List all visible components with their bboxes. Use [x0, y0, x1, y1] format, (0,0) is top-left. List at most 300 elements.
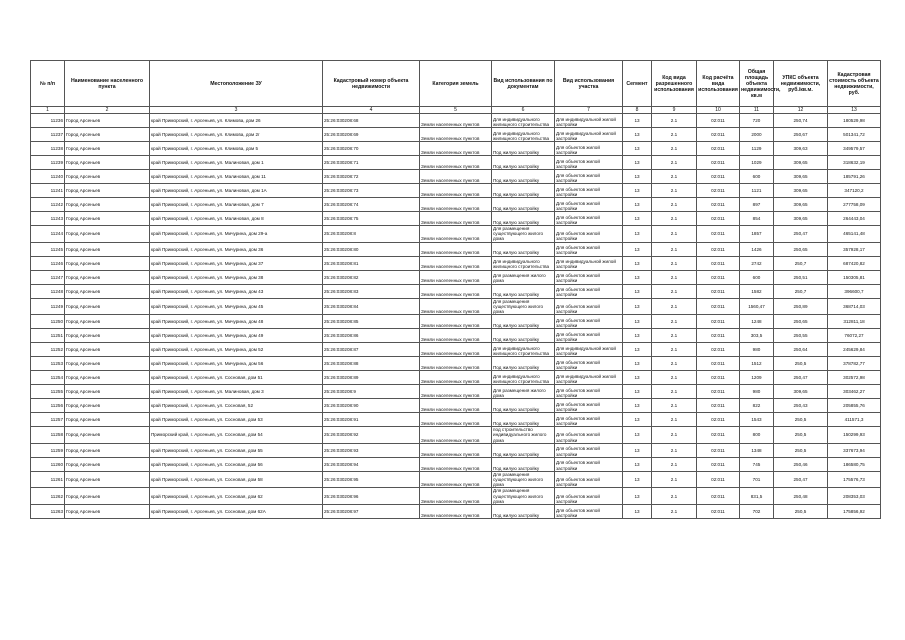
permitted-use-code-cell: 2.1 [652, 399, 697, 413]
upks-cell: 250,65 [774, 242, 828, 256]
permitted-use-code-cell: 2.1 [652, 170, 697, 184]
upks-cell: 250,48 [774, 488, 828, 505]
area-cell: 745 [740, 457, 774, 471]
row-number-cell: 11247 [31, 270, 65, 284]
land-category-cell: Земли населенных пунктов [420, 457, 492, 471]
column-number-5: 5 [420, 107, 492, 114]
cadastral-number-cell: 25:26:030208:88 [323, 357, 420, 371]
land-category-cell: Земли населенных пунктов [420, 343, 492, 357]
cadastral-value-cell: 245629,84 [828, 343, 881, 357]
upks-cell: 250,5 [774, 357, 828, 371]
upks-cell: 250,65 [774, 315, 828, 329]
upks-cell: 309,63 [774, 142, 828, 156]
column-number-7: 7 [555, 107, 623, 114]
row-number-cell: 11240 [31, 170, 65, 184]
permitted-use-code-cell: 2.1 [652, 114, 697, 128]
cadastral-value-cell: 186580,75 [828, 457, 881, 471]
use-by-documents-cell: Для индивидуального жилищного строительства [492, 371, 555, 385]
area-cell: 1248 [740, 315, 774, 329]
settlement-cell: Город Арсеньев [65, 385, 150, 399]
plot-use-cell: Для объектов жилой застройки [555, 329, 623, 343]
calc-use-code-cell: 02:011 [697, 128, 740, 142]
settlement-cell: Город Арсеньев [65, 128, 150, 142]
table-row [31, 198, 881, 212]
location-cell: край Приморский, г. Арсеньев, ул. Мичурина, дом 38 [150, 270, 323, 284]
settlement-cell: Город Арсеньев [65, 198, 150, 212]
column-header-2: Наименование населенного пункта [65, 61, 150, 107]
location-cell: край Приморский, г. Арсеньев, ул. Климова, дом 2г [150, 128, 323, 142]
use-by-documents-cell: Под жилую застройку [492, 357, 555, 371]
use-by-documents-cell: Под жилую застройку [492, 212, 555, 226]
row-number-cell: 11244 [31, 226, 65, 243]
area-cell: 1209 [740, 371, 774, 385]
location-cell: край Приморский, г. Арсеньев, ул. Сосновая, дом 51 [150, 371, 323, 385]
segment-cell: 13 [623, 343, 652, 357]
row-number-cell: 11251 [31, 329, 65, 343]
table-row [31, 170, 881, 184]
cadastral-value-cell: 302572,98 [828, 371, 881, 385]
row-number-cell: 11253 [31, 357, 65, 371]
column-number-row [31, 107, 881, 114]
cadastral-number-cell: 25:26:030208:68 [323, 114, 420, 128]
cadastral-value-cell: 175576,73 [828, 471, 881, 488]
plot-use-cell: Для объектов жилой застройки [555, 385, 623, 399]
settlement-cell: Город Арсеньев [65, 298, 150, 315]
column-number-9: 9 [652, 107, 697, 114]
cadastral-value-cell: 185791,26 [828, 170, 881, 184]
column-header-7: Вид использования участка [555, 61, 623, 107]
upks-cell: 250,43 [774, 399, 828, 413]
permitted-use-code-cell: 2.1 [652, 256, 697, 270]
cadastral-number-cell: 25:26:030208:85 [323, 315, 420, 329]
segment-cell: 13 [623, 270, 652, 284]
row-number-cell: 11258 [31, 427, 65, 444]
permitted-use-code-cell: 2.1 [652, 413, 697, 427]
settlement-cell: Город Арсеньев [65, 357, 150, 371]
calc-use-code-cell: 02:011 [697, 114, 740, 128]
table-row [31, 114, 881, 128]
use-by-documents-cell: Под жилую застройку [492, 170, 555, 184]
permitted-use-code-cell: 2.1 [652, 226, 697, 243]
land-category-cell: Земли населенных пунктов [420, 329, 492, 343]
calc-use-code-cell: 02:011 [697, 315, 740, 329]
column-number-3: 3 [150, 107, 323, 114]
use-by-documents-cell: Для размещения жилого дома [492, 385, 555, 399]
table-row [31, 256, 881, 270]
area-cell: 822 [740, 399, 774, 413]
column-number-6: 6 [492, 107, 555, 114]
table-row [31, 284, 881, 298]
area-cell: 980 [740, 343, 774, 357]
land-category-cell: Земли населенных пунктов [420, 357, 492, 371]
location-cell: край Приморский, г. Арсеньев, ул. Сосновая, 52 [150, 399, 323, 413]
permitted-use-code-cell: 2.1 [652, 357, 697, 371]
cadastral-number-cell: 25:26:030208:83 [323, 284, 420, 298]
upks-cell: 309,65 [774, 198, 828, 212]
column-header-3: Местоположение ЗУ [150, 61, 323, 107]
calc-use-code-cell: 02:011 [697, 385, 740, 399]
area-cell: 702 [740, 505, 774, 519]
row-number-cell: 11249 [31, 298, 65, 315]
plot-use-cell: Для индивидуальной жилой застройки [555, 128, 623, 142]
table-row [31, 212, 881, 226]
cadastral-number-cell: 25:26:030208:86 [323, 329, 420, 343]
calc-use-code-cell: 02:011 [697, 170, 740, 184]
plot-use-cell: Для объектов жилой застройки [555, 142, 623, 156]
settlement-cell: Город Арсеньев [65, 226, 150, 243]
settlement-cell: Город Арсеньев [65, 114, 150, 128]
row-number-cell: 11262 [31, 488, 65, 505]
permitted-use-code-cell: 2.1 [652, 427, 697, 444]
column-number-13: 13 [828, 107, 881, 114]
cadastral-number-cell: 25:26:030208:92 [323, 427, 420, 444]
column-number-12: 12 [774, 107, 828, 114]
calc-use-code-cell: 02:011 [697, 142, 740, 156]
upks-cell: 250,64 [774, 343, 828, 357]
row-number-cell: 11248 [31, 284, 65, 298]
cadastral-number-cell: 25:26:030208:93 [323, 443, 420, 457]
table-row [31, 357, 881, 371]
settlement-cell: Город Арсеньев [65, 184, 150, 198]
use-by-documents-cell: Для размещения существующего жилого дома [492, 298, 555, 315]
plot-use-cell: Для объектов жилой застройки [555, 413, 623, 427]
area-cell: 1029 [740, 156, 774, 170]
segment-cell: 13 [623, 357, 652, 371]
cadastral-number-cell: 25:26:030208:8 [323, 226, 420, 243]
column-header-5: Категория земель [420, 61, 492, 107]
plot-use-cell: Для объектов жилой застройки [555, 170, 623, 184]
calc-use-code-cell: 02:011 [697, 270, 740, 284]
land-category-cell: Земли населенных пунктов [420, 114, 492, 128]
area-cell: 1560,47 [740, 298, 774, 315]
permitted-use-code-cell: 2.1 [652, 184, 697, 198]
land-category-cell: Земли населенных пунктов [420, 315, 492, 329]
segment-cell: 13 [623, 505, 652, 519]
plot-use-cell: Для объектов жилой застройки [555, 488, 623, 505]
table-row [31, 128, 881, 142]
permitted-use-code-cell: 2.1 [652, 298, 697, 315]
cadastral-value-table-sheet [30, 60, 880, 519]
cadastral-number-cell: 25:26:030208:81 [323, 256, 420, 270]
segment-cell: 13 [623, 170, 652, 184]
settlement-cell: Город Арсеньев [65, 315, 150, 329]
plot-use-cell: Для индивидуальной жилой застройки [555, 114, 623, 128]
table-row [31, 142, 881, 156]
location-cell: край Приморский, г. Арсеньев, ул. Климова, дом 5 [150, 142, 323, 156]
location-cell: край Приморский, г. Арсеньев, ул. Мичурина, дом 52 [150, 343, 323, 357]
upks-cell: 250,5 [774, 413, 828, 427]
column-header-8: Сегмент [623, 61, 652, 107]
segment-cell: 13 [623, 457, 652, 471]
cadastral-value-cell: 411571,3 [828, 413, 881, 427]
segment-cell: 13 [623, 329, 652, 343]
location-cell: край Приморский, г. Арсеньев, ул. Мичурина, дом 49 [150, 329, 323, 343]
segment-cell: 13 [623, 427, 652, 444]
segment-cell: 13 [623, 443, 652, 457]
use-by-documents-cell: Для индивидуального жилищного строительства [492, 256, 555, 270]
cadastral-value-cell: 180529,98 [828, 114, 881, 128]
segment-cell: 13 [623, 385, 652, 399]
cadastral-value-cell: 378782,77 [828, 357, 881, 371]
cadastral-value-cell: 150299,93 [828, 427, 881, 444]
permitted-use-code-cell: 2.1 [652, 198, 697, 212]
row-number-cell: 11241 [31, 184, 65, 198]
cadastral-value-cell: 357928,17 [828, 242, 881, 256]
permitted-use-code-cell: 2.1 [652, 505, 697, 519]
table-row [31, 443, 881, 457]
plot-use-cell: Для объектов жилой застройки [555, 270, 623, 284]
calc-use-code-cell: 02:011 [697, 343, 740, 357]
location-cell: край Приморский, г. Арсеньев, ул. Сосновая, дом 62А [150, 505, 323, 519]
row-number-cell: 11237 [31, 128, 65, 142]
calc-use-code-cell: 02:011 [697, 371, 740, 385]
column-header-1: № п/п [31, 61, 65, 107]
column-header-12: УПКС объекта недвижимости, руб./кв.м. [774, 61, 828, 107]
plot-use-cell: Для индивидуальной жилой застройки [555, 371, 623, 385]
row-number-cell: 11259 [31, 443, 65, 457]
location-cell: край Приморский, г. Арсеньев, ул. Сосновая, дом 62 [150, 488, 323, 505]
upks-cell: 250,74 [774, 114, 828, 128]
cadastral-value-cell: 687420,82 [828, 256, 881, 270]
settlement-cell: Город Арсеньев [65, 284, 150, 298]
column-number-1: 1 [31, 107, 65, 114]
location-cell: край Приморский, г. Арсеньев, ул. Малиновая, дом 8 [150, 212, 323, 226]
segment-cell: 13 [623, 142, 652, 156]
cadastral-number-cell: 25:26:030208:80 [323, 242, 420, 256]
cadastral-number-cell: 25:26:030208:97 [323, 505, 420, 519]
location-cell: край Приморский, г. Арсеньев, ул. Климова, дом 26 [150, 114, 323, 128]
land-category-cell: Земли населенных пунктов [420, 212, 492, 226]
permitted-use-code-cell: 2.1 [652, 457, 697, 471]
segment-cell: 13 [623, 298, 652, 315]
column-header-11: Общая площадь объекта недвижимости, кв.м [740, 61, 774, 107]
land-category-cell: Земли населенных пунктов [420, 443, 492, 457]
plot-use-cell: Для объектов жилой застройки [555, 284, 623, 298]
settlement-cell: Город Арсеньев [65, 505, 150, 519]
plot-use-cell: Для индивидуальной жилой застройки [555, 343, 623, 357]
land-category-cell: Земли населенных пунктов [420, 270, 492, 284]
row-number-cell: 11255 [31, 385, 65, 399]
calc-use-code-cell: 02:011 [697, 212, 740, 226]
area-cell: 1857 [740, 226, 774, 243]
cadastral-value-table [30, 60, 881, 519]
plot-use-cell: Для объектов жилой застройки [555, 505, 623, 519]
upks-cell: 250,5 [774, 505, 828, 519]
settlement-cell: Город Арсеньев [65, 399, 150, 413]
row-number-cell: 11239 [31, 156, 65, 170]
settlement-cell: Город Арсеньев [65, 212, 150, 226]
cadastral-value-cell: 150305,81 [828, 270, 881, 284]
settlement-cell: Город Арсеньев [65, 242, 150, 256]
table-row [31, 505, 881, 519]
land-category-cell: Земли населенных пунктов [420, 156, 492, 170]
use-by-documents-cell: Под жилую застройку [492, 399, 555, 413]
land-category-cell: Земли населенных пунктов [420, 371, 492, 385]
cadastral-number-cell: 25:26:030208:9 [323, 385, 420, 399]
use-by-documents-cell: Под жилую застройку [492, 284, 555, 298]
use-by-documents-cell: Под жилую застройку [492, 505, 555, 519]
location-cell: край Приморский, г. Арсеньев, ул. Мичурина, дом 45 [150, 298, 323, 315]
table-row [31, 427, 881, 444]
area-cell: 303,5 [740, 329, 774, 343]
settlement-cell: Город Арсеньев [65, 270, 150, 284]
cadastral-number-cell: 25:26:030208:94 [323, 457, 420, 471]
permitted-use-code-cell: 2.1 [652, 142, 697, 156]
land-category-cell: Земли населенных пунктов [420, 284, 492, 298]
area-cell: 854 [740, 212, 774, 226]
settlement-cell: Город Арсеньев [65, 457, 150, 471]
cadastral-value-cell: 347120,2 [828, 184, 881, 198]
upks-cell: 250,89 [774, 298, 828, 315]
cadastral-number-cell: 25:26:030208:72 [323, 170, 420, 184]
table-row [31, 371, 881, 385]
use-by-documents-cell: Для размещения существующего жилого дома [492, 226, 555, 243]
cadastral-number-cell: 25:26:030208:96 [323, 488, 420, 505]
row-number-cell: 11261 [31, 471, 65, 488]
plot-use-cell: Для объектов жилой застройки [555, 399, 623, 413]
settlement-cell: Город Арсеньев [65, 371, 150, 385]
use-by-documents-cell: Под жилую застройку [492, 413, 555, 427]
upks-cell: 250,5 [774, 443, 828, 457]
plot-use-cell: Для индивидуальной жилой застройки [555, 256, 623, 270]
segment-cell: 13 [623, 315, 652, 329]
location-cell: край Приморский, г. Арсеньев, ул. Малиновая, дом 11 [150, 170, 323, 184]
column-number-2: 2 [65, 107, 150, 114]
cadastral-number-cell: 25:26:030208:95 [323, 471, 420, 488]
plot-use-cell: Для объектов жилой застройки [555, 226, 623, 243]
upks-cell: 250,46 [774, 457, 828, 471]
location-cell: Приморский край, г. Арсеньев, ул. Сосновая, дом 54 [150, 427, 323, 444]
calc-use-code-cell: 02:011 [697, 471, 740, 488]
calc-use-code-cell: 02:011 [697, 413, 740, 427]
table-row [31, 488, 881, 505]
segment-cell: 13 [623, 256, 652, 270]
use-by-documents-cell: Под жилую застройку [492, 142, 555, 156]
land-category-cell: Земли населенных пунктов [420, 142, 492, 156]
use-by-documents-cell: Для размещения существующего жилого дома [492, 488, 555, 505]
area-cell: 701 [740, 471, 774, 488]
segment-cell: 13 [623, 413, 652, 427]
segment-cell: 13 [623, 198, 652, 212]
calc-use-code-cell: 02:011 [697, 184, 740, 198]
table-row [31, 385, 881, 399]
column-number-11: 11 [740, 107, 774, 114]
upks-cell: 250,47 [774, 471, 828, 488]
upks-cell: 250,7 [774, 256, 828, 270]
upks-cell: 309,65 [774, 212, 828, 226]
segment-cell: 13 [623, 128, 652, 142]
column-number-10: 10 [697, 107, 740, 114]
location-cell: край Приморский, г. Арсеньев, ул. Мичурина, дом 43 [150, 284, 323, 298]
location-cell: край Приморский, г. Арсеньев, ул. Мичурина, дом 29-а [150, 226, 323, 243]
area-cell: 1121 [740, 184, 774, 198]
row-number-cell: 11250 [31, 315, 65, 329]
settlement-cell: Город Арсеньев [65, 488, 150, 505]
permitted-use-code-cell: 2.1 [652, 128, 697, 142]
table-row [31, 184, 881, 198]
row-number-cell: 11246 [31, 256, 65, 270]
upks-cell: 250,47 [774, 371, 828, 385]
table-row [31, 315, 881, 329]
plot-use-cell: Для объектов жилой застройки [555, 443, 623, 457]
upks-cell: 309,65 [774, 385, 828, 399]
row-number-cell: 11252 [31, 343, 65, 357]
permitted-use-code-cell: 2.1 [652, 156, 697, 170]
settlement-cell: Город Арсеньев [65, 170, 150, 184]
area-cell: 600 [740, 170, 774, 184]
calc-use-code-cell: 02:011 [697, 242, 740, 256]
cadastral-value-cell: 175856,92 [828, 505, 881, 519]
column-header-13: Кадастровая стоимость объекта недвижимости, руб. [828, 61, 881, 107]
column-header-4: Кадастровый номер объекта недвижимости [323, 61, 420, 107]
land-category-cell: Земли населенных пунктов [420, 226, 492, 243]
upks-cell: 250,51 [774, 270, 828, 284]
use-by-documents-cell: под строительство индивидуального жилого дома [492, 427, 555, 444]
permitted-use-code-cell: 2.1 [652, 284, 697, 298]
use-by-documents-cell: Под жилую застройку [492, 315, 555, 329]
settlement-cell: Город Арсеньев [65, 329, 150, 343]
permitted-use-code-cell: 2.1 [652, 270, 697, 284]
plot-use-cell: Для объектов жилой застройки [555, 298, 623, 315]
calc-use-code-cell: 02:011 [697, 198, 740, 212]
calc-use-code-cell: 02:011 [697, 284, 740, 298]
area-cell: 600 [740, 270, 774, 284]
settlement-cell: Город Арсеньев [65, 256, 150, 270]
plot-use-cell: Для объектов жилой застройки [555, 427, 623, 444]
column-number-8: 8 [623, 107, 652, 114]
land-category-cell: Земли населенных пунктов [420, 488, 492, 505]
row-number-cell: 11242 [31, 198, 65, 212]
row-number-cell: 11243 [31, 212, 65, 226]
cadastral-number-cell: 25:26:030208:74 [323, 198, 420, 212]
area-cell: 897 [740, 198, 774, 212]
segment-cell: 13 [623, 284, 652, 298]
table-row [31, 399, 881, 413]
cadastral-number-cell: 25:26:030208:73 [323, 184, 420, 198]
header-row [31, 61, 881, 107]
column-header-10: Код расчёта вида использования [697, 61, 740, 107]
row-number-cell: 11256 [31, 399, 65, 413]
calc-use-code-cell: 02:011 [697, 329, 740, 343]
land-category-cell: Земли населенных пунктов [420, 242, 492, 256]
use-by-documents-cell: Под жилую застройку [492, 156, 555, 170]
permitted-use-code-cell: 2.1 [652, 385, 697, 399]
land-category-cell: Земли населенных пунктов [420, 385, 492, 399]
plot-use-cell: Для объектов жилой застройки [555, 471, 623, 488]
table-body [31, 114, 881, 519]
upks-cell: 250,55 [774, 329, 828, 343]
upks-cell: 250,67 [774, 128, 828, 142]
calc-use-code-cell: 02:011 [697, 399, 740, 413]
land-category-cell: Земли населенных пунктов [420, 471, 492, 488]
permitted-use-code-cell: 2.1 [652, 371, 697, 385]
table-header [31, 61, 881, 114]
calc-use-code-cell: 02:011 [697, 226, 740, 243]
cadastral-number-cell: 25:26:030208:82 [323, 270, 420, 284]
use-by-documents-cell: Под жилую застройку [492, 457, 555, 471]
calc-use-code-cell: 02:011 [697, 298, 740, 315]
plot-use-cell: Для объектов жилой застройки [555, 457, 623, 471]
location-cell: край Приморский, г. Арсеньев, ул. Малиновая, дом 3 [150, 385, 323, 399]
use-by-documents-cell: Для размещения жилого дома [492, 270, 555, 284]
use-by-documents-cell: Под жилую застройку [492, 184, 555, 198]
area-cell: 831,5 [740, 488, 774, 505]
row-number-cell: 11263 [31, 505, 65, 519]
plot-use-cell: Для объектов жилой застройки [555, 184, 623, 198]
cadastral-value-cell: 312811,18 [828, 315, 881, 329]
table-row [31, 329, 881, 343]
row-number-cell: 11236 [31, 114, 65, 128]
